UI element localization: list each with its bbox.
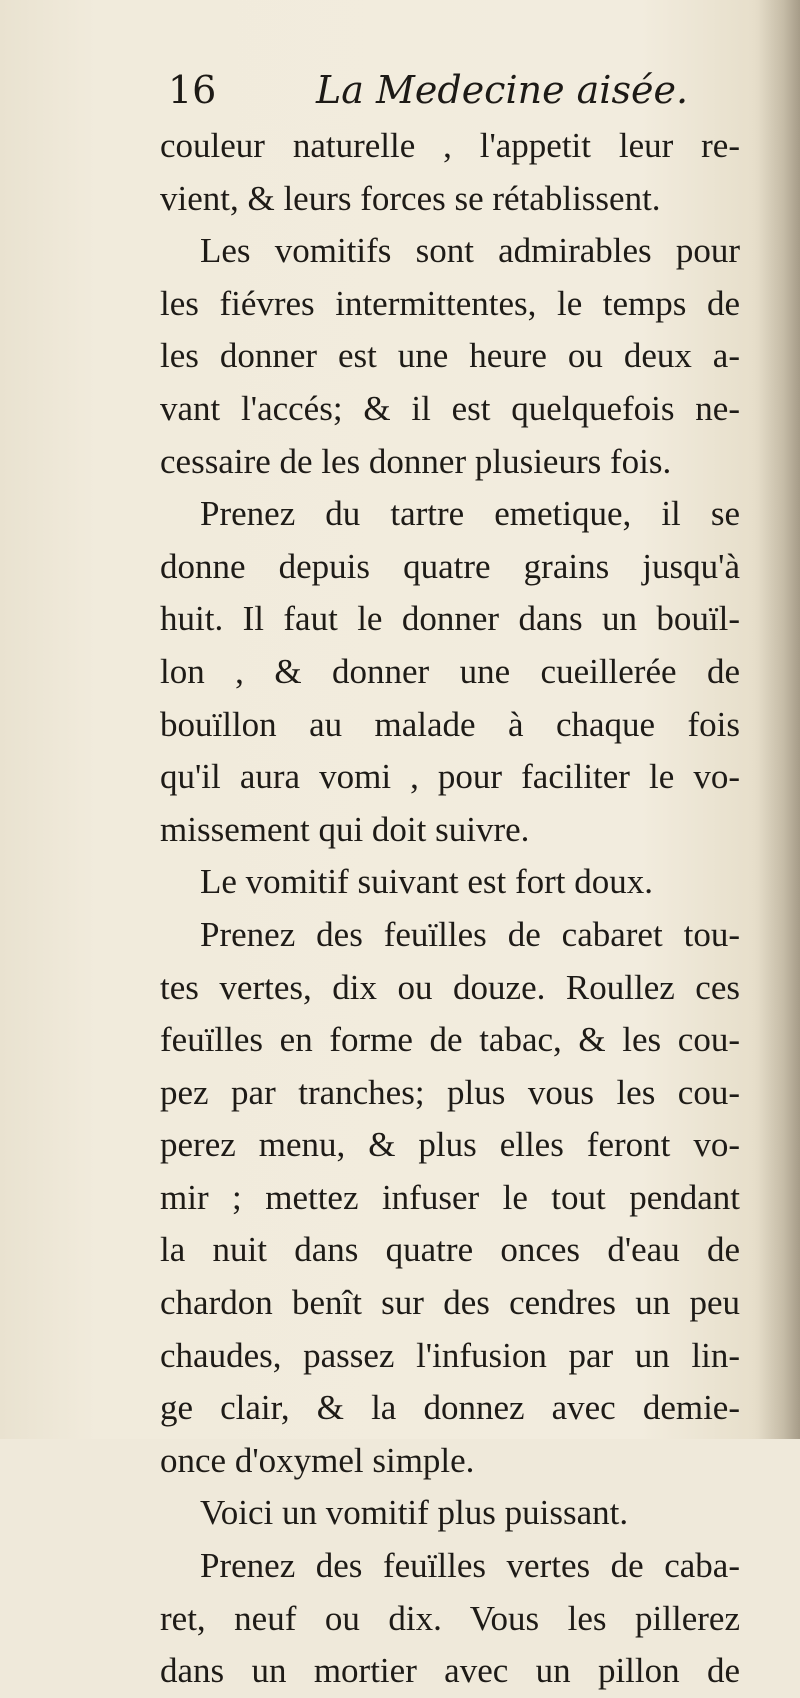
text-line: donne depuis quatre grains jusqu'à bbox=[160, 546, 740, 586]
text-line: missement qui doit suivre. bbox=[160, 809, 530, 849]
text-line: lon , & donner une cueillerée de bbox=[160, 651, 740, 691]
text-line: Prenez des feuïlles vertes de caba- bbox=[200, 1546, 740, 1586]
text-line: couleur naturelle , l'appetit leur re- bbox=[160, 126, 740, 165]
text-line: chardon benît sur des cendres un peu bbox=[160, 1283, 740, 1323]
text-line: vient, & leurs forces se rétablissent. bbox=[160, 178, 661, 218]
text-line: ret, neuf ou dix. Vous les pillerez bbox=[160, 1598, 740, 1638]
body-text bbox=[160, 120, 740, 1691]
running-title: La Medecine aisée. bbox=[316, 68, 689, 112]
text-line: chaudes, passez l'infusion par un lin- bbox=[160, 1335, 740, 1375]
text-line: les donner est une heure ou deux a- bbox=[160, 336, 740, 376]
text-line: perez menu, & plus elles feront vo- bbox=[160, 1125, 740, 1165]
text-line: bouïllon au malade à chaque fois bbox=[160, 704, 740, 744]
text-line: feuïlles en forme de tabac, & les cou- bbox=[160, 1020, 740, 1060]
text-line: pez par tranches; plus vous les cou- bbox=[160, 1072, 740, 1112]
text-line: Prenez des feuïlles de cabaret tou- bbox=[200, 914, 740, 954]
text-line: qu'il aura vomi , pour faciliter le vo- bbox=[160, 757, 740, 797]
page-edge-shadow bbox=[758, 0, 800, 1439]
running-header bbox=[168, 64, 728, 116]
text-line: once d'oxymel simple. bbox=[160, 1440, 475, 1480]
text-line: mir ; mettez infuser le tout pendant bbox=[160, 1177, 740, 1217]
text-line: Prenez du tartre emetique, il se bbox=[200, 494, 740, 534]
text-line: cessaire de les donner plusieurs fois. bbox=[160, 441, 672, 481]
text-line: huit. Il faut le donner dans un bouïl- bbox=[160, 599, 740, 639]
text-line: Voici un vomitif plus puissant. bbox=[200, 1493, 629, 1533]
text-line: les fiévres intermittentes, le temps de bbox=[160, 283, 740, 323]
text-line: Les vomitifs sont admirables pour bbox=[200, 231, 740, 271]
text-line: dans un mortier avec un pillon de bbox=[160, 1651, 740, 1691]
page-number: 16 bbox=[168, 68, 217, 112]
text-line: la nuit dans quatre onces d'eau de bbox=[160, 1230, 740, 1270]
text-line: Le vomitif suivant est fort doux. bbox=[200, 862, 653, 902]
text-line: tes vertes, dix ou douze. Roullez ces bbox=[160, 967, 740, 1007]
text-line: ge clair, & la donnez avec demie- bbox=[160, 1388, 740, 1428]
text-line: vant l'accés; & il est quelquefois ne- bbox=[160, 388, 740, 428]
